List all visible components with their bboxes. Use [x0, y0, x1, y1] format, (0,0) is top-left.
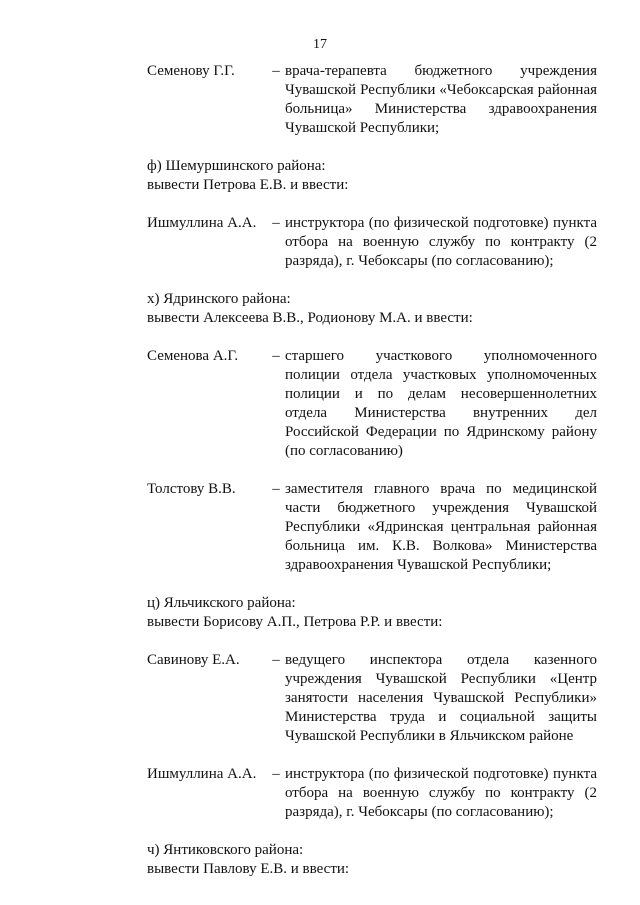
district-heading: х) Ядринского района: [147, 291, 291, 307]
entry-position-description: старшего участкового уполномоченного полиции отдела участковых уполномоченных полиции и по делам несовершеннолетних отдела Министерства внутренних дел Российской Федерации по Ядринскому району (по согласованию) [285, 348, 597, 459]
district-instruction: вывести Борисову А.П., Петрова Р.Р. и ввести: [147, 614, 443, 630]
district-instruction: вывести Петрова Е.В. и ввести: [147, 177, 349, 193]
list-entry [147, 480, 597, 575]
district-instruction: вывести Алексеева В.В., Родионову М.А. и ввести: [147, 310, 473, 326]
district-section [147, 841, 597, 879]
district-section [147, 290, 597, 328]
district-instruction: вывести Павлову Е.В. и ввести: [147, 861, 350, 877]
entry-person-name: Ишмуллина А.А. [147, 215, 257, 231]
entry-dash: – [272, 215, 280, 231]
entry-person-name: Семенову Г.Г. [147, 63, 235, 79]
entry-position-description: инструктора (по физической подготовке) пункта отбора на военную службу по контракту (2 разряда), г. Чебоксары (по согласованию); [285, 766, 597, 820]
entry-person-name: Толстову В.В. [147, 481, 236, 497]
list-entry [147, 347, 597, 461]
entry-dash: – [272, 481, 280, 497]
entry-position-description: врача-терапевта бюджетного учреждения Чувашской Республики «Чебоксарская районная больница» Министерства здравоохранения Чувашской Республики; [285, 63, 597, 136]
entry-position-description: заместителя главного врача по медицинской части бюджетного учреждения Чувашской Республики «Ядринская центральная районная больница им. К.В. Волкова» Министерства здравоохранения Чувашской Республики; [285, 481, 597, 573]
entry-person-name: Ишмуллина А.А. [147, 766, 257, 782]
district-heading: ф) Шемуршинского района: [147, 158, 326, 174]
entry-dash: – [272, 348, 280, 364]
entry-person-name: Семенова А.Г. [147, 348, 239, 364]
entry-dash: – [272, 63, 280, 79]
document-body [147, 62, 597, 879]
entry-position-description: ведущего инспектора отдела казенного учреждения Чувашской Республики «Центр занятости населения Чувашской Республики» Министерства труда и социальной защиты Чувашской Республики в Яльчикском районе [285, 652, 597, 744]
list-entry [147, 214, 597, 271]
entry-dash: – [272, 766, 280, 782]
district-heading: ц) Яльчикского района: [147, 595, 296, 611]
list-entry [147, 765, 597, 822]
entry-dash: – [272, 652, 280, 668]
district-section [147, 157, 597, 195]
entry-person-name: Савинову Е.А. [147, 652, 240, 668]
list-entry [147, 62, 597, 138]
entry-position-description: инструктора (по физической подготовке) пункта отбора на военную службу по контракту (2 разряда), г. Чебоксары (по согласованию); [285, 215, 597, 269]
list-entry [147, 651, 597, 746]
district-heading: ч) Янтиковского района: [147, 842, 304, 858]
page-number: 17 [313, 37, 327, 52]
district-section [147, 594, 597, 632]
